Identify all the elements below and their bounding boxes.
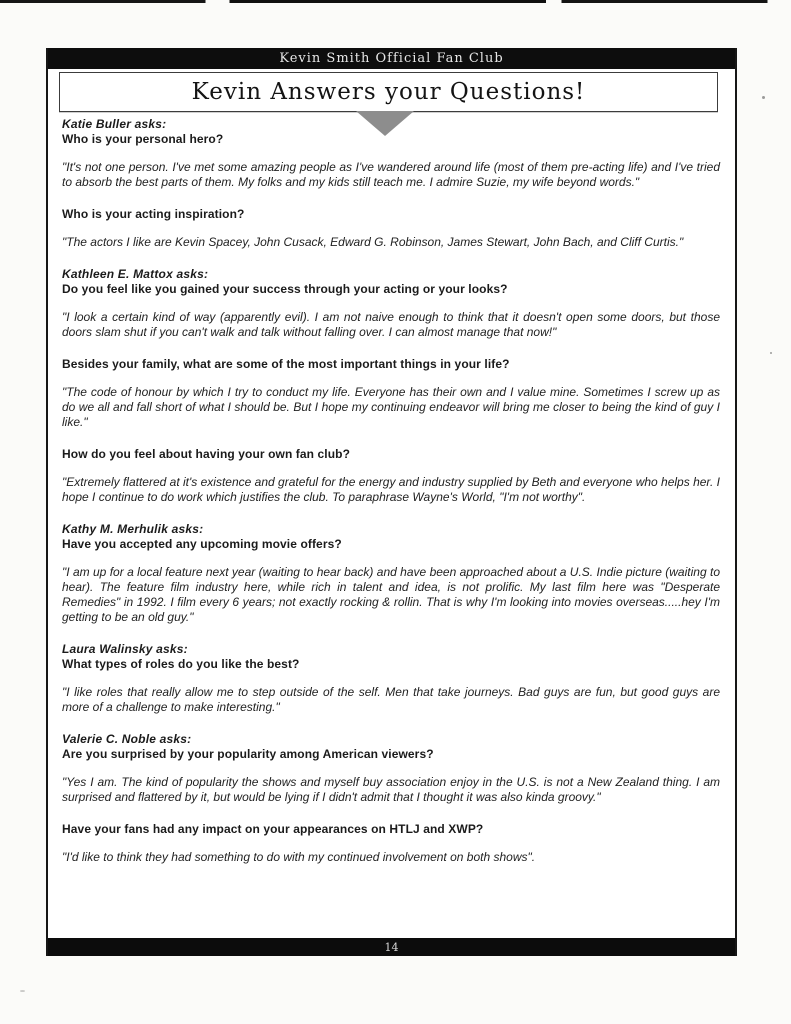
asker-name: Katie Buller asks:	[62, 117, 167, 131]
fan-club-banner	[48, 48, 735, 69]
question-text: What types of roles do you like the best?	[62, 657, 300, 671]
qa-section	[62, 642, 720, 715]
question-text: Besides your family, what are some of the most important things in your life?	[62, 357, 510, 371]
page-number: 14	[384, 940, 399, 954]
answer-text: "Extremely flattered at it's existence and grateful for the energy and industry supplied by Beth and everyone who helps her. I hope I continue to do work which justifies the club. To paraphrase Wayne's World, "I'm not worthy".	[62, 475, 720, 504]
fan-club-banner-title: Kevin Smith Official Fan Club	[279, 51, 504, 66]
qa-section	[62, 522, 720, 625]
scan-artifact-top-line	[0, 0, 791, 3]
question-text: Have you accepted any upcoming movie offers?	[62, 537, 342, 551]
qa-section	[62, 357, 720, 430]
qa-section	[62, 267, 720, 340]
answer-text: "I look a certain kind of way (apparently evil). I am not naive enough to think that it doesn't open some doors, but those doors slam shut if you can't walk and talk without falling over. I can almost manage that now!"	[62, 310, 720, 339]
qa-section	[62, 207, 720, 250]
scan-speck	[762, 96, 765, 99]
newsletter-page	[46, 48, 737, 956]
scan-speck	[20, 990, 25, 992]
question-text: Who is your personal hero?	[62, 132, 224, 146]
answer-text: "I am up for a local feature next year (waiting to hear back) and have been approached about a U.S. Indie picture (waiting to hear). The feature film industry here, while rich in talent and idea, is not prolific. My last film here was "Desperate Remedies" in 1992. I film every 6 years; not exactly rocking & rollin. That is why I'm looking into movies overseas.....hey I'm getting to be an old guy."	[62, 565, 720, 624]
answer-text: "The actors I like are Kevin Spacey, John Cusack, Edward G. Robinson, James Stewart, John Bach, and Cliff Curtis."	[62, 235, 684, 249]
scan-speck	[770, 352, 772, 354]
article-title: Kevin Answers your Questions!	[191, 79, 586, 105]
asker-name: Kathleen E. Mattox asks:	[62, 267, 209, 281]
qa-section	[62, 447, 720, 505]
down-triangle-ornament-icon	[356, 111, 414, 136]
question-text: Are you surprised by your popularity among American viewers?	[62, 747, 434, 761]
question-text: Have your fans had any impact on your appearances on HTLJ and XWP?	[62, 822, 484, 836]
question-text: Do you feel like you gained your success through your acting or your looks?	[62, 282, 508, 296]
article-title-box	[59, 72, 718, 112]
answer-text: "Yes I am. The kind of popularity the shows and myself buy association enjoy in the U.S. is not a New Zealand thing. I am surprised and flattered by it, but would be lying if I didn't admit that I thought it was also kinda groovy."	[62, 775, 720, 804]
asker-name: Kathy M. Merhulik asks:	[62, 522, 204, 536]
asker-name: Valerie C. Noble asks:	[62, 732, 192, 746]
answer-text: "I like roles that really allow me to step outside of the self. Men that take journeys. Bad guys are fun, but good guys are more of a challenge to make interesting."	[62, 685, 720, 714]
question-text: How do you feel about having your own fan club?	[62, 447, 351, 461]
qa-content	[48, 112, 735, 865]
asker-name: Laura Walinsky asks:	[62, 642, 188, 656]
answer-text: "I'd like to think they had something to do with my continued involvement on both shows".	[62, 850, 536, 864]
qa-section	[62, 732, 720, 805]
question-text: Who is your acting inspiration?	[62, 207, 245, 221]
footer-bar	[48, 938, 735, 956]
answer-text: "It's not one person. I've met some amazing people as I've wandered around life (most of them pre-acting life) and I've tried to absorb the best parts of them. My folks and my kids still teach me. I admire Suzie, my wife beyond words."	[62, 160, 720, 189]
answer-text: "The code of honour by which I try to conduct my life. Everyone has their own and I value mine. Sometimes I screw up as do we all and fall short of what I should be. But I hope my continuing endeavor will bring me closer to being the kind of guy I like."	[62, 385, 720, 429]
qa-section	[62, 822, 720, 865]
